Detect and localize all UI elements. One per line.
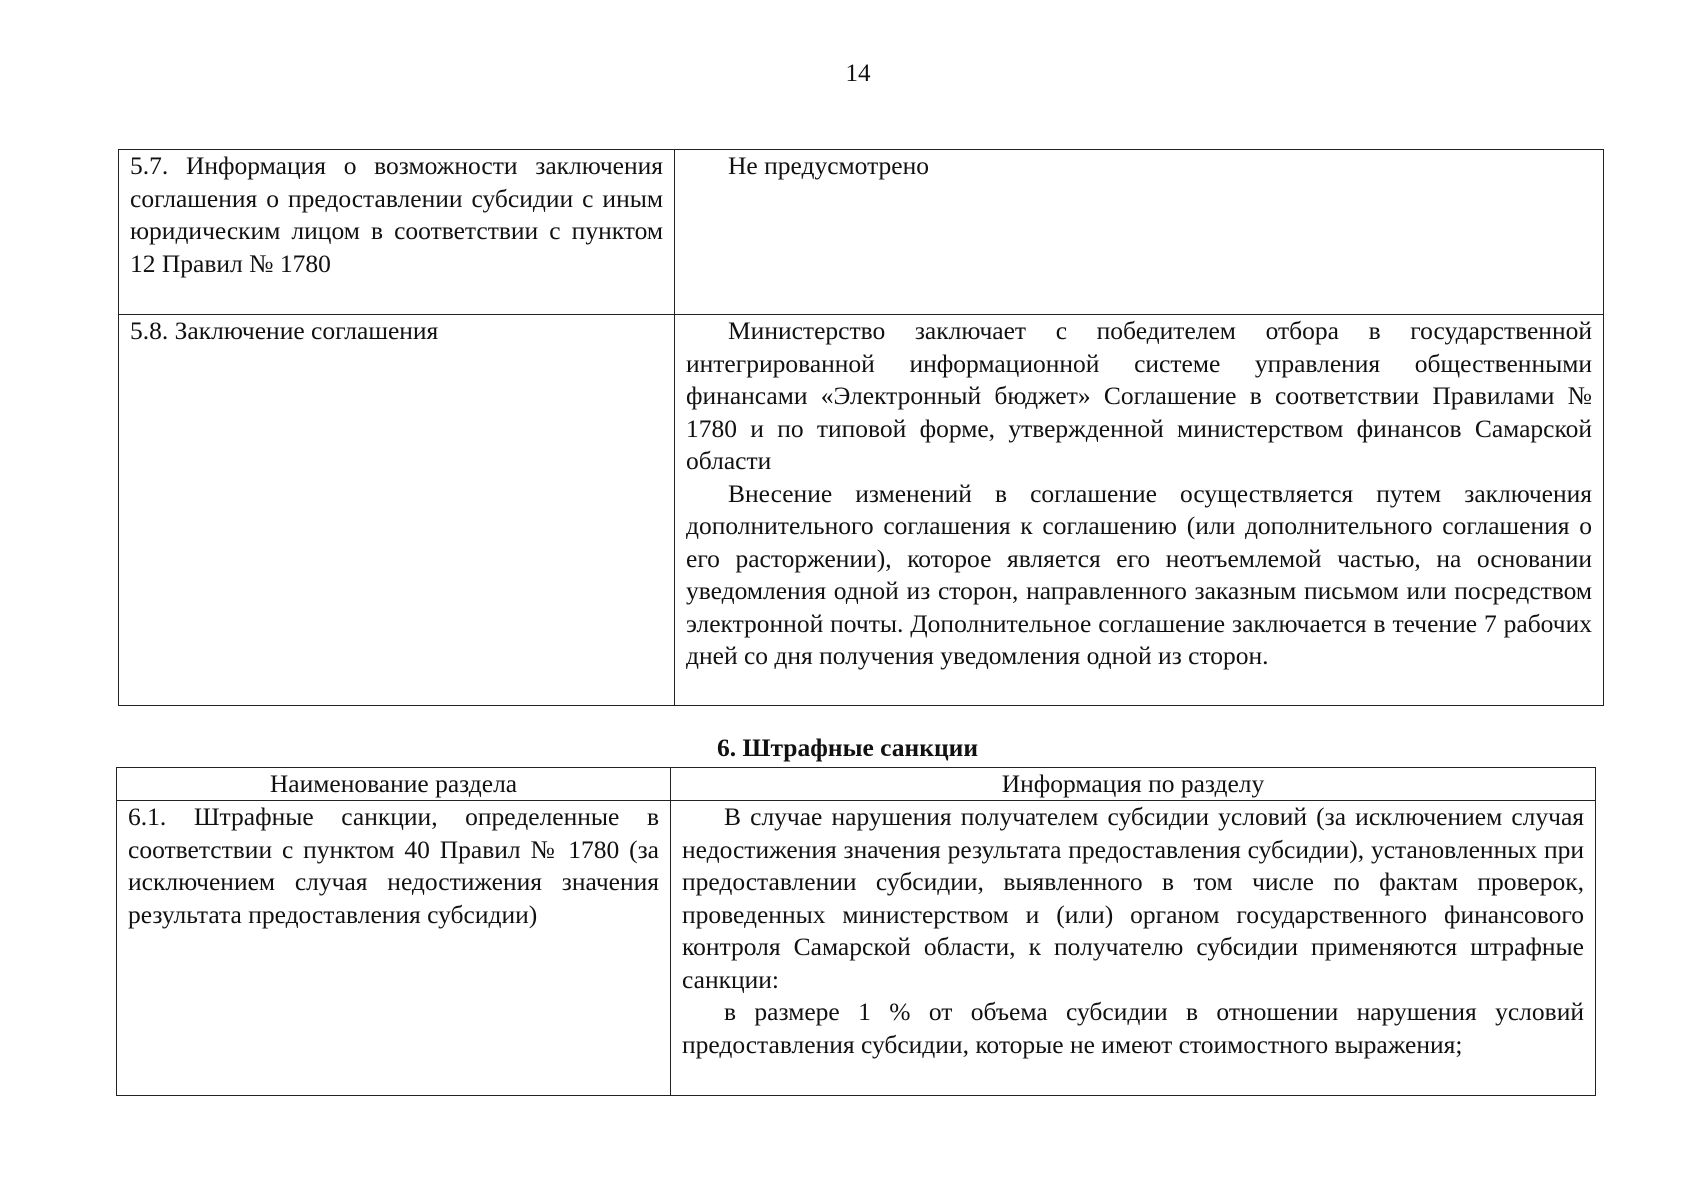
section-name-5-8: 5.8. Заключение соглашения xyxy=(130,316,439,345)
section-name-5-7: 5.7. Информация о возможности заключения соглашения о предоставлении субсидии с иным юридическим лицом в соответствии с пунктом 12 Правил № 1780 xyxy=(130,151,663,278)
section-info-cell xyxy=(675,315,1604,706)
section-info-6-1-paragraph-2: в размере 1 % от объема субсидии в отношении нарушения условий предоставления субсидии, которые не имеют стоимостного выражения; xyxy=(682,997,1584,1059)
column-header-section-name: Наименование раздела xyxy=(117,768,671,801)
section-name-6-1: 6.1. Штрафные санкции, определенные в соответствии с пунктом 40 Правил № 1780 (за исключением случая недостижения значения результата предоставления субсидии) xyxy=(128,802,659,929)
section-name-cell xyxy=(119,150,675,315)
section-info-5-8-paragraph-2: Внесение изменений в соглашение осуществляется путем заключения дополнительного соглашения к соглашению (или дополнительного соглашения о его расторжении), которое является его неотъемлемой частью, на основании уведомления одной из сторон, направленного заказным письмом или посредством электронной почты. Дополнительное соглашение заключается в течение 7 рабочих дней со дня получения уведомления одной из сторон. xyxy=(686,478,1592,670)
page-number: 14 xyxy=(845,60,871,87)
penalties-table xyxy=(116,767,1596,1096)
section-info-cell xyxy=(671,801,1596,1096)
table-row xyxy=(117,801,1596,1096)
section-info-5-7: Не предусмотрено xyxy=(728,151,929,180)
table-row xyxy=(119,315,1604,706)
section-name-cell xyxy=(119,315,675,706)
section-info-5-8-paragraph-1: Министерство заключает с победителем отбора в государственной интегрированной информационной системе управления общественными финансами «Электронный бюджет» Соглашение в соответствии Правилами № 1780 и по типовой форме, утвержденной министерством финансов Самарской области xyxy=(686,316,1592,475)
table-header-row xyxy=(117,768,1596,801)
section-6-title: 6. Штрафные санкции xyxy=(716,733,979,762)
column-header-section-info: Информация по разделу xyxy=(671,768,1596,801)
table-row xyxy=(119,150,1604,315)
section-info-6-1-paragraph-1: В случае нарушения получателем субсидии условий (за исключением случая недостижения значения результата предоставления субсидии), установленных при предоставлении субсидии, выявленного в том числе по фактам проверок, проведенных министерством и (или) органом государственного финансового контроля Самарской области, к получателю субсидии применяются штрафные санкции: xyxy=(682,802,1584,994)
section-info-cell xyxy=(675,150,1604,315)
agreement-table xyxy=(118,149,1604,706)
section-name-cell xyxy=(117,801,671,1096)
